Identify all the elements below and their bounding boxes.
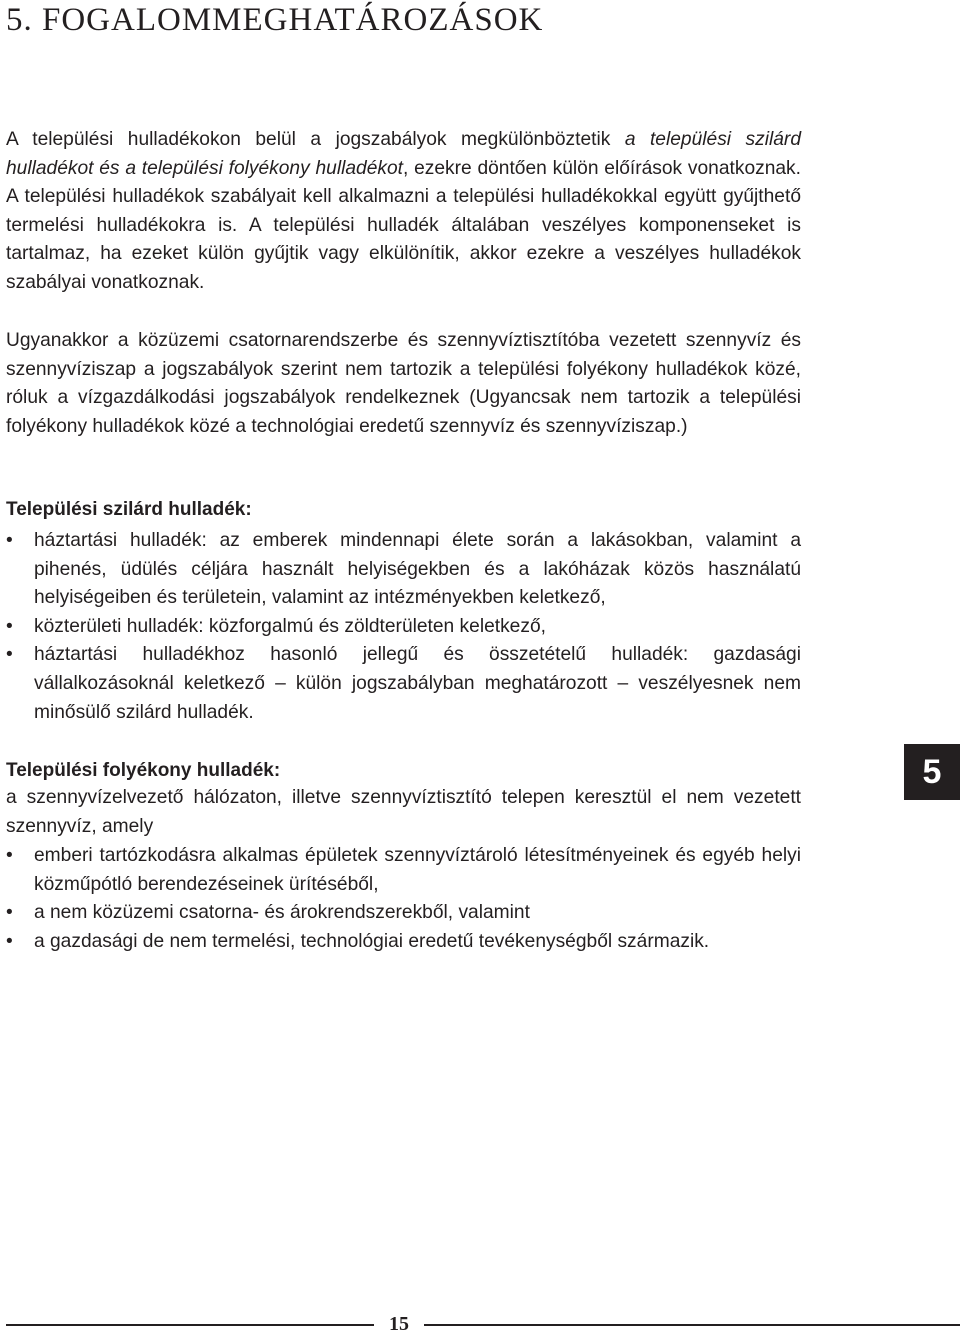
- list-item-text: háztartási hulladék: az emberek mindennapi élete során a lakásokban, valamint a pihenés, üdülés céljára használt helyiségekben és a lakóházak közös használatú helyiségeiben és területein, valamint az intézményekben keletkező,: [34, 530, 801, 609]
- footer-rule-right: [424, 1324, 960, 1326]
- solid-waste-heading: Települési szilárd hulladék:: [6, 499, 252, 520]
- bullet-icon: •: [6, 845, 13, 866]
- bullet-icon: •: [6, 615, 13, 637]
- bullet-icon: •: [6, 902, 13, 924]
- bullet-icon: •: [6, 644, 13, 666]
- paragraph-2: Ugyanakkor a közüzemi csatornarendszerbe és szennyvíztisztítóba vezetett szennyvíz és szennyvíziszap a jogszabályok szerint nem tartozik a települési folyékony hulladékok közé, róluk a vízgazdálkodási jogszabályok rendelkeznek (Ugyancsak nem tartozik a települési folyékony hulladékok közé a technológiai eredetű szennyvíz és szennyvíziszap.): [6, 330, 801, 437]
- list-item: [6, 928, 801, 957]
- list-item: [6, 842, 801, 899]
- chapter-tab: 5: [904, 744, 960, 800]
- list-item: [6, 641, 801, 727]
- paragraph-1: [6, 126, 801, 298]
- list-item-text: a nem közüzemi csatorna- és árokrendszerekből, valamint: [34, 902, 530, 924]
- bullet-icon: •: [6, 930, 13, 952]
- liquid-waste-list: [6, 842, 801, 956]
- paragraph-1-text-start: A települési hulladékokon belül a jogszabályok megkülönböztetik: [6, 129, 625, 150]
- list-item: [6, 527, 801, 613]
- footer-rule-left: [6, 1324, 374, 1326]
- list-item-text: a gazdasági de nem termelési, technológiai eredetű tevékenységből származik.: [34, 930, 710, 952]
- list-item: [6, 899, 801, 928]
- list-item-text: háztartási hulladékhoz hasonló jellegű és összetételű hulladék: gazdasági vállalkozásoknál keletkező – külön jogszabályban meghatározott – veszélyesnek nem minősülő szilárd hulladék.: [34, 644, 801, 723]
- liquid-waste-intro: a szennyvízelvezető hálózaton, illetve szennyvíztisztító telepen keresztül el nem vezetett szennyvíz, amely: [6, 787, 801, 837]
- liquid-waste-heading: Települési folyékony hulladék:: [6, 760, 281, 781]
- list-item: [6, 613, 801, 642]
- list-item-text: emberi tartózkodásra alkalmas épületek szennyvíztároló létesítményeinek és egyéb helyi közműpótló berendezéseinek ürítéséből,: [34, 845, 801, 895]
- solid-waste-list: [6, 527, 801, 727]
- paragraph-1-text-end: , ezekre döntően külön előírások vonatkoznak. A települési hulladékok szabályait kell alkalmazni a települési hulladékokkal együtt gyűjthető termelési hulladékokra is. A települési hulladék általában veszélyes komponenseket is tartalmaz, ha ezeket külön gyűjtik vagy elkülönítik, akkor ezekre a veszélyes hulladékok szabályai vonatkoznak.: [6, 157, 801, 293]
- chapter-title: 5. FOGALOMMEGHATÁROZÁSOK: [6, 2, 544, 38]
- paragraph-1-italic-phrase: a települési szilárd hulladékot és a települési folyékony hulladékot: [6, 129, 801, 179]
- second-paragraph: [6, 327, 801, 441]
- intro-paragraph: [6, 126, 801, 298]
- page-number: 15: [389, 1313, 409, 1335]
- list-item-text: közterületi hulladék: közforgalmú és zöldterületen keletkező,: [34, 615, 546, 637]
- bullet-icon: •: [6, 530, 13, 551]
